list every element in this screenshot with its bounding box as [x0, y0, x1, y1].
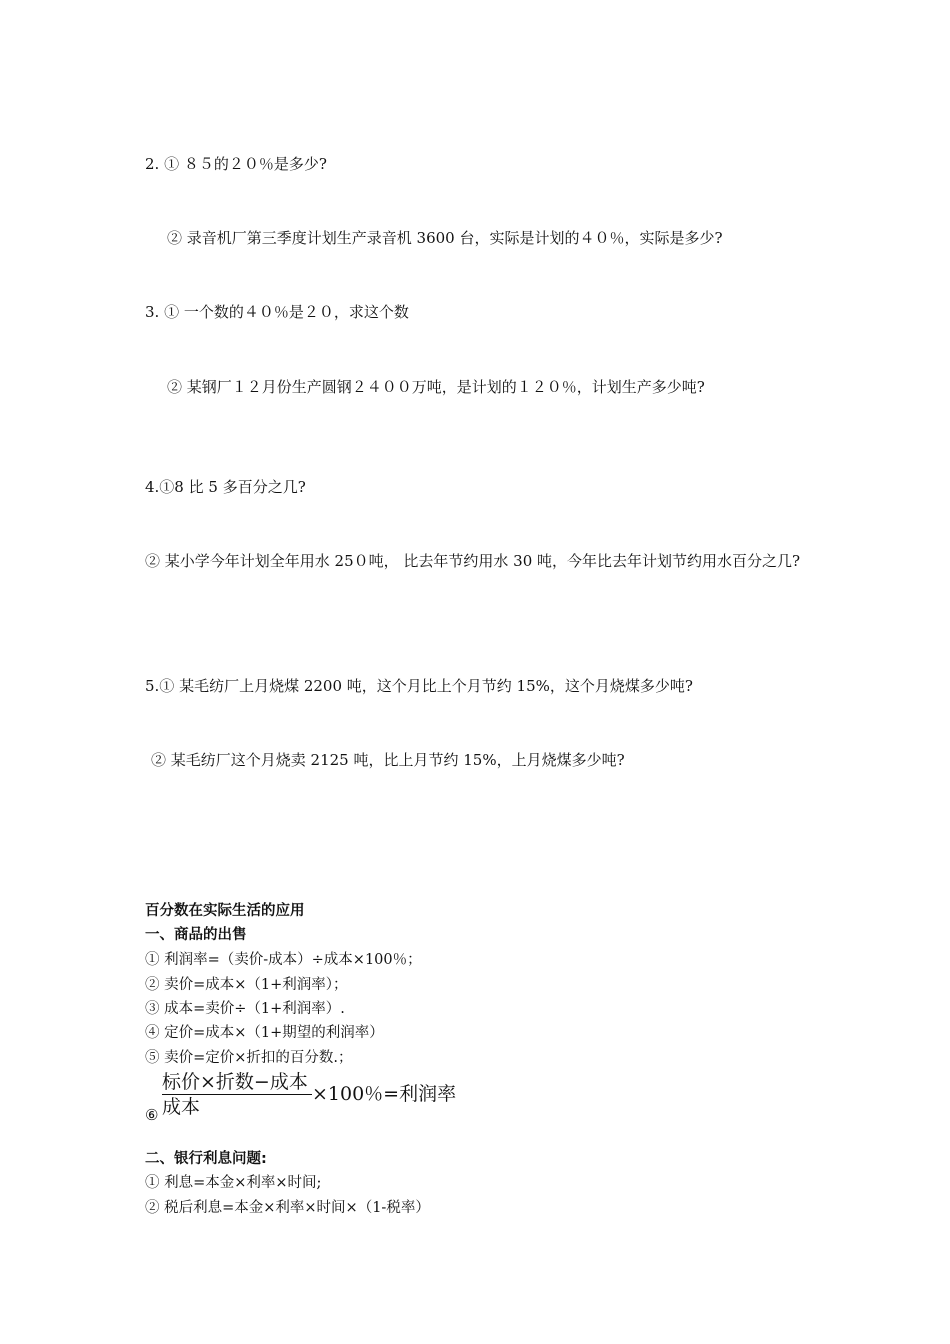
formula-6-marker: ⑥ — [145, 1106, 159, 1124]
formula-item-4: ④ 定价=成本×（1+期望的利润率） — [145, 1025, 384, 1041]
formula-item-2: ② 卖价=成本×（1+利润率）； — [145, 977, 348, 993]
interest-item-2: ② 税后利息=本金×利率×时间×（1-税率） — [145, 1200, 430, 1216]
section-title: 百分数在实际生活的应用 — [145, 903, 305, 919]
formula-6-fraction — [162, 1070, 312, 1119]
question-5-part-1: 5.① 某毛纺厂上月烧煤 2200 吨，这个月比上个月节约 15%，这个月烧煤多少吨? — [145, 677, 693, 695]
formula-item-6 — [145, 1070, 545, 1130]
formula-item-3: ③ 成本=卖价÷（1+利润率）. — [145, 1001, 345, 1017]
interest-item-1: ① 利息=本金×利率×时间; — [145, 1175, 322, 1191]
formula-6-denominator: 成本 — [162, 1096, 201, 1118]
part-1-title: 一、商品的出售 — [145, 927, 247, 943]
question-2-part-2: ② 录音机厂第三季度计划生产录音机 3600 台，实际是计划的４０％，实际是多少? — [167, 229, 723, 247]
question-2-part-1: 2. ① ８５的２０％是多少? — [145, 155, 327, 173]
question-5-part-2: ② 某毛纺厂这个月烧卖 2125 吨，比上月节约 15%，上月烧煤多少吨? — [151, 751, 625, 769]
formula-item-5: ⑤ 卖价=定价×折扣的百分数.； — [145, 1050, 353, 1066]
question-3-part-1: 3. ① 一个数的４０％是２０，求这个数 — [145, 303, 409, 321]
question-4-part-1: 4.①8 比 5 多百分之几? — [145, 478, 306, 496]
question-4-part-2: ② 某小学今年计划全年用水 25０吨， 比去年节约用水 30 吨，今年比去年计划节约用水百分之几? — [145, 552, 801, 570]
formula-item-1: ① 利润率=（卖价-成本）÷成本×100％； — [145, 952, 422, 968]
formula-6-numerator: 标价×折数−成本 — [162, 1070, 312, 1095]
question-3-part-2: ② 某钢厂１２月份生产圆钢２４００万吨，是计划的１２０％，计划生产多少吨? — [167, 378, 705, 396]
formula-6-tail: ×100％=利润率 — [312, 1083, 457, 1105]
part-2-title: 二、银行利息问题: — [145, 1151, 267, 1167]
